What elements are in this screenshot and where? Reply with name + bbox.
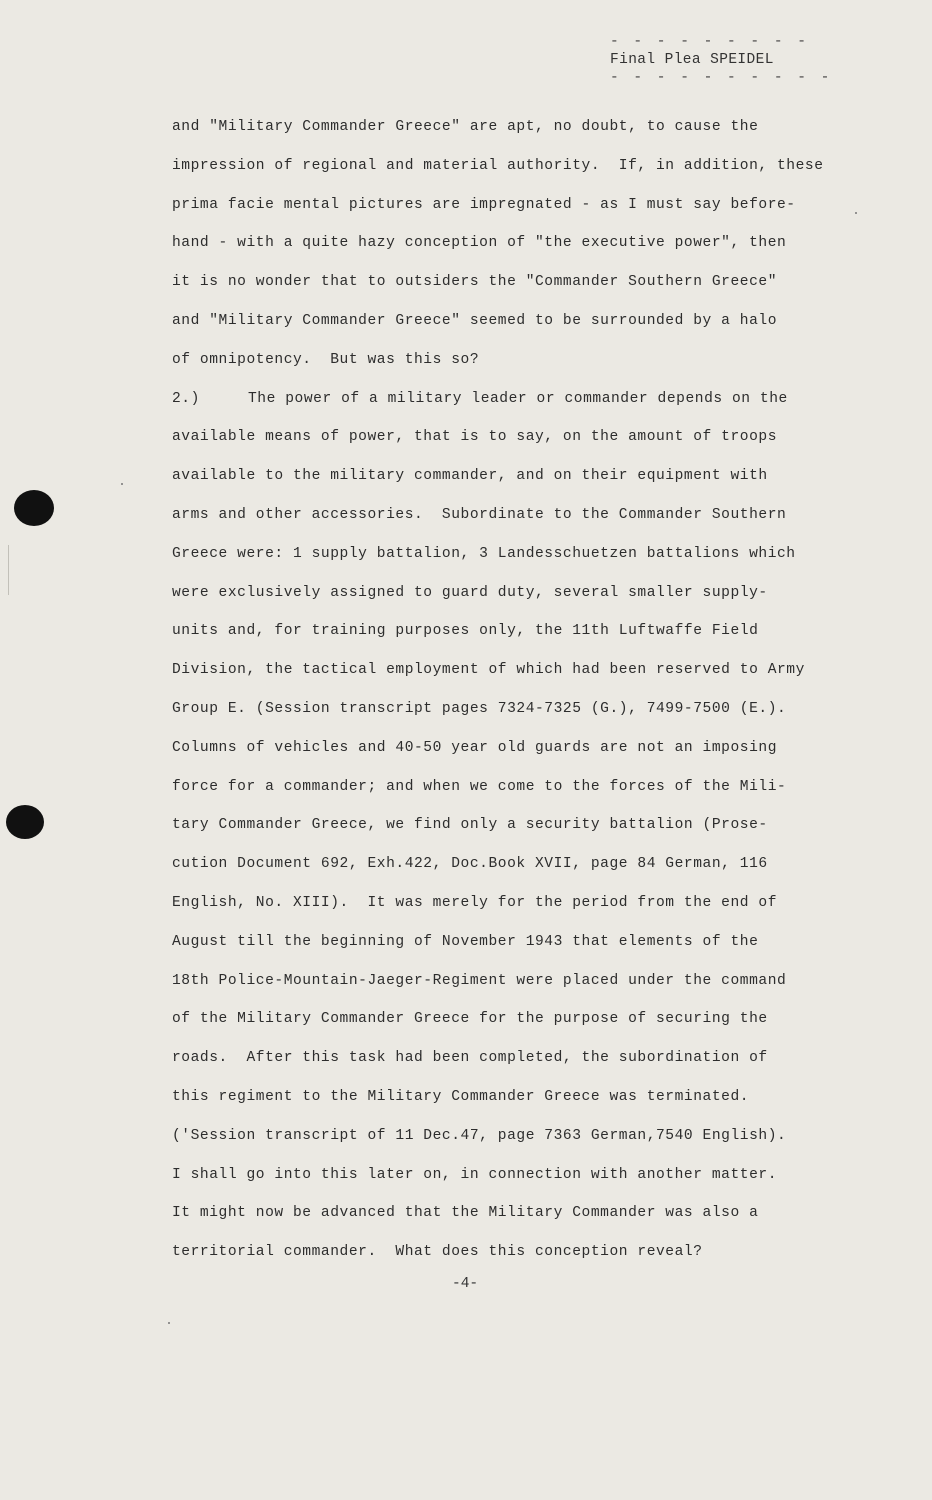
header-dashes-top: - - - - - - - - - (610, 34, 809, 50)
text-line: ('Session transcript of 11 Dec.47, page 7363 German,7540 English). (172, 1127, 787, 1144)
text-line: Columns of vehicles and 40-50 year old guards are not an imposing (172, 739, 777, 756)
text-line: I shall go into this later on, in connection with another matter. (172, 1166, 777, 1183)
text-line: cution Document 692, Exh.422, Doc.Book XVII, page 84 German, 116 (172, 856, 768, 873)
text-line: tary Commander Greece, we find only a security battalion (Prose- (172, 817, 768, 834)
text-line: of omnipotency. But was this so? (172, 351, 480, 368)
paragraph-number: 2.) (172, 390, 200, 407)
text-line: Group E. (Session transcript pages 7324-7325 (G.), 7499-7500 (E.). (172, 700, 787, 717)
paragraph-2-text: The power of a military leader or commander depends on the (248, 390, 788, 407)
text-line: territorial commander. What does this conception reveal? (172, 1244, 703, 1261)
text-line: available to the military commander, and on their equipment with (172, 468, 768, 485)
header-dashes-bottom: - - - - - - - - - - (610, 70, 833, 86)
text-line: Division, the tactical employment of which had been reserved to Army (172, 662, 805, 679)
text-line: and "Military Commander Greece" seemed to be surrounded by a halo (172, 312, 777, 329)
header-title: Final Plea SPEIDEL (610, 52, 774, 68)
paper-edge-mark (0, 545, 9, 595)
text-line: this regiment to the Military Commander Greece was terminated. (172, 1088, 750, 1105)
text-line: units and, for training purposes only, the 11th Luftwaffe Field (172, 623, 759, 640)
page-number: -4- (452, 1276, 479, 1292)
paragraph-2-first-line (172, 384, 862, 423)
text-line: available means of power, that is to say, on the amount of troops (172, 429, 777, 446)
punch-hole (14, 490, 54, 526)
text-line: and "Military Commander Greece" are apt, no doubt, to cause the (172, 119, 759, 135)
paper-speck (121, 483, 123, 485)
paper-speck (855, 212, 857, 214)
text-line: impression of regional and material authority. If, in addition, these (172, 157, 824, 174)
punch-hole (6, 805, 44, 839)
text-line: August till the beginning of November 1943 that elements of the (172, 933, 759, 950)
page-header (610, 34, 832, 86)
text-line: were exclusively assigned to guard duty, several smaller supply- (172, 584, 768, 601)
text-line: It might now be advanced that the Military Commander was also a (172, 1205, 759, 1222)
text-line: prima facie mental pictures are impregnated - as I must say before- (172, 196, 796, 213)
text-line: hand - with a quite hazy conception of "the executive power", then (172, 235, 787, 252)
text-line: it is no wonder that to outsiders the "Commander Southern Greece" (172, 274, 777, 291)
text-line: 18th Police-Mountain-Jaeger-Regiment were placed under the command (172, 972, 787, 989)
text-line: arms and other accessories. Subordinate to the Commander Southern (172, 506, 787, 523)
paper-speck (168, 1322, 170, 1324)
body-text (172, 112, 862, 1276)
text-line: roads. After this task had been completed, the subordination of (172, 1050, 768, 1067)
text-line: force for a commander; and when we come to the forces of the Mili- (172, 778, 787, 795)
text-line: Greece were: 1 supply battalion, 3 Landesschuetzen battalions which (172, 545, 796, 562)
text-line: of the Military Commander Greece for the purpose of securing the (172, 1011, 768, 1028)
text-line: English, No. XIII). It was merely for the period from the end of (172, 894, 777, 911)
